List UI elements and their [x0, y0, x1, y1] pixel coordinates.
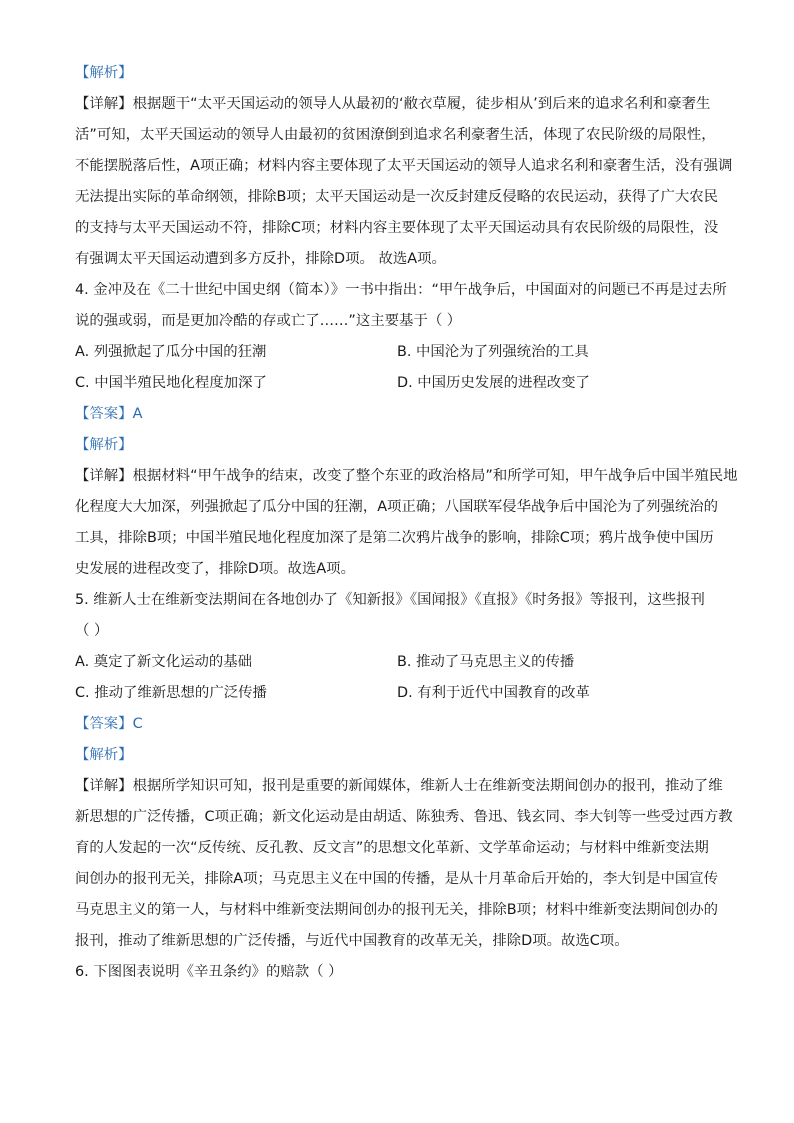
answer-label: 【答案】C [75, 716, 143, 732]
detail-line: 【详解】根据材料“甲午战争的结束，改变了整个东亚的政治格局”和所学可知，甲午战争后中国半殖民地 [75, 468, 738, 484]
analysis-label: 【解析】 [75, 65, 133, 81]
detail-line: 工具，排除B项；中国半殖民地化程度加深了是第二次鸦片战争的影响，排除C项；鸦片战争使中国历 [75, 530, 714, 546]
detail-line: 【详解】根据所学知识可知，报刊是重要的新闻媒体，维新人士在维新变法期间创办的报刊，推动了维 [75, 778, 723, 794]
option-a: A. 列强掀起了瓜分中国的狂潮 [75, 344, 267, 360]
detail-line: 的支持与太平天国运动不符，排除C项；材料内容主要体现了太平天国运动具有农民阶级的局限性，没 [75, 220, 719, 236]
detail-line: 活”可知，太平天国运动的领导人由最初的贫困潦倒到追求名利豪奢生活，体现了农民阶级的局限性， [75, 127, 716, 143]
option-c: C. 推动了维新思想的广泛传播 [75, 685, 267, 701]
option-b: B. 推动了马克思主义的传播 [397, 654, 575, 670]
detail-line: 马克思主义的第一人，与材料中维新变法期间创办的报刊无关，排除B项；材料中维新变法期间创办的 [75, 902, 719, 918]
detail-line: 间创办的报刊无关，排除A项；马克思主义在中国的传播，是从十月革命后开始的，李大钊是中国宣传 [75, 871, 719, 887]
detail-line: 新思想的广泛传播，C项正确；新文化运动是由胡适、陈独秀、鲁迅、钱玄同、李大钊等一些受过西方教 [75, 809, 733, 825]
document-page [75, 58, 738, 988]
question-5-stem: 5. 维新人士在维新变法期间在各地创办了《知新报》《国闻报》《直报》《时务报》等报刊，这些报刊 [75, 592, 705, 608]
option-d: D. 有利于近代中国教育的改革 [397, 685, 590, 701]
detail-line: 化程度大大加深，列强掀起了瓜分中国的狂潮，A项正确；八国联军侵华战争后中国沦为了列强统治的 [75, 499, 719, 515]
detail-line: 史发展的进程改变了，排除D项。故选A项。 [75, 561, 355, 577]
detail-line: 无法提出实际的革命纲领，排除B项；太平天国运动是一次反封建反侵略的农民运动，获得了广大农民 [75, 189, 719, 205]
question-5-options [75, 647, 725, 709]
question-4-stem: 4. 金冲及在《二十世纪中国史纲（简本）》一书中指出：“甲午战争后，中国面对的问题已不再是过去所 [75, 282, 727, 298]
question-4-stem: 说的强或弱，而是更加冷酷的存或亡了……”这主要基于（ ） [75, 313, 462, 329]
detail-line: 【详解】根据题干“太平天国运动的领导人从最初的‘敝衣草履，徒步相从’到后来的追求名利和豪奢生 [75, 96, 711, 112]
question-6-stem: 6. 下图图表说明《辛丑条约》的赔款（ ） [75, 964, 343, 980]
detail-line: 报刊，推动了维新思想的广泛传播，与近代中国教育的改革无关，排除D项。故选C项。 [75, 933, 629, 949]
detail-line: 有强调太平天国运动遭到多方反扑，排除D项。 故选A项。 [75, 251, 446, 267]
option-b: B. 中国沦为了列强统治的工具 [397, 344, 589, 360]
answer-label: 【答案】A [75, 406, 143, 422]
analysis-label: 【解析】 [75, 437, 133, 453]
option-a: A. 奠定了新文化运动的基础 [75, 654, 253, 670]
detail-line: 育的人发起的一次“反传统、反孔教、反文言”的思想文化革新、文学革命运动；与材料中维新变法期 [75, 840, 709, 856]
question-4-options [75, 337, 725, 399]
option-c: C. 中国半殖民地化程度加深了 [75, 375, 267, 391]
question-5-stem: （ ） [75, 623, 109, 639]
option-d: D. 中国历史发展的进程改变了 [397, 375, 590, 391]
analysis-label: 【解析】 [75, 747, 133, 763]
detail-line: 不能摆脱落后性，A项正确；材料内容主要体现了太平天国运动的领导人追求名利和豪奢生活，没有强调 [75, 158, 733, 174]
